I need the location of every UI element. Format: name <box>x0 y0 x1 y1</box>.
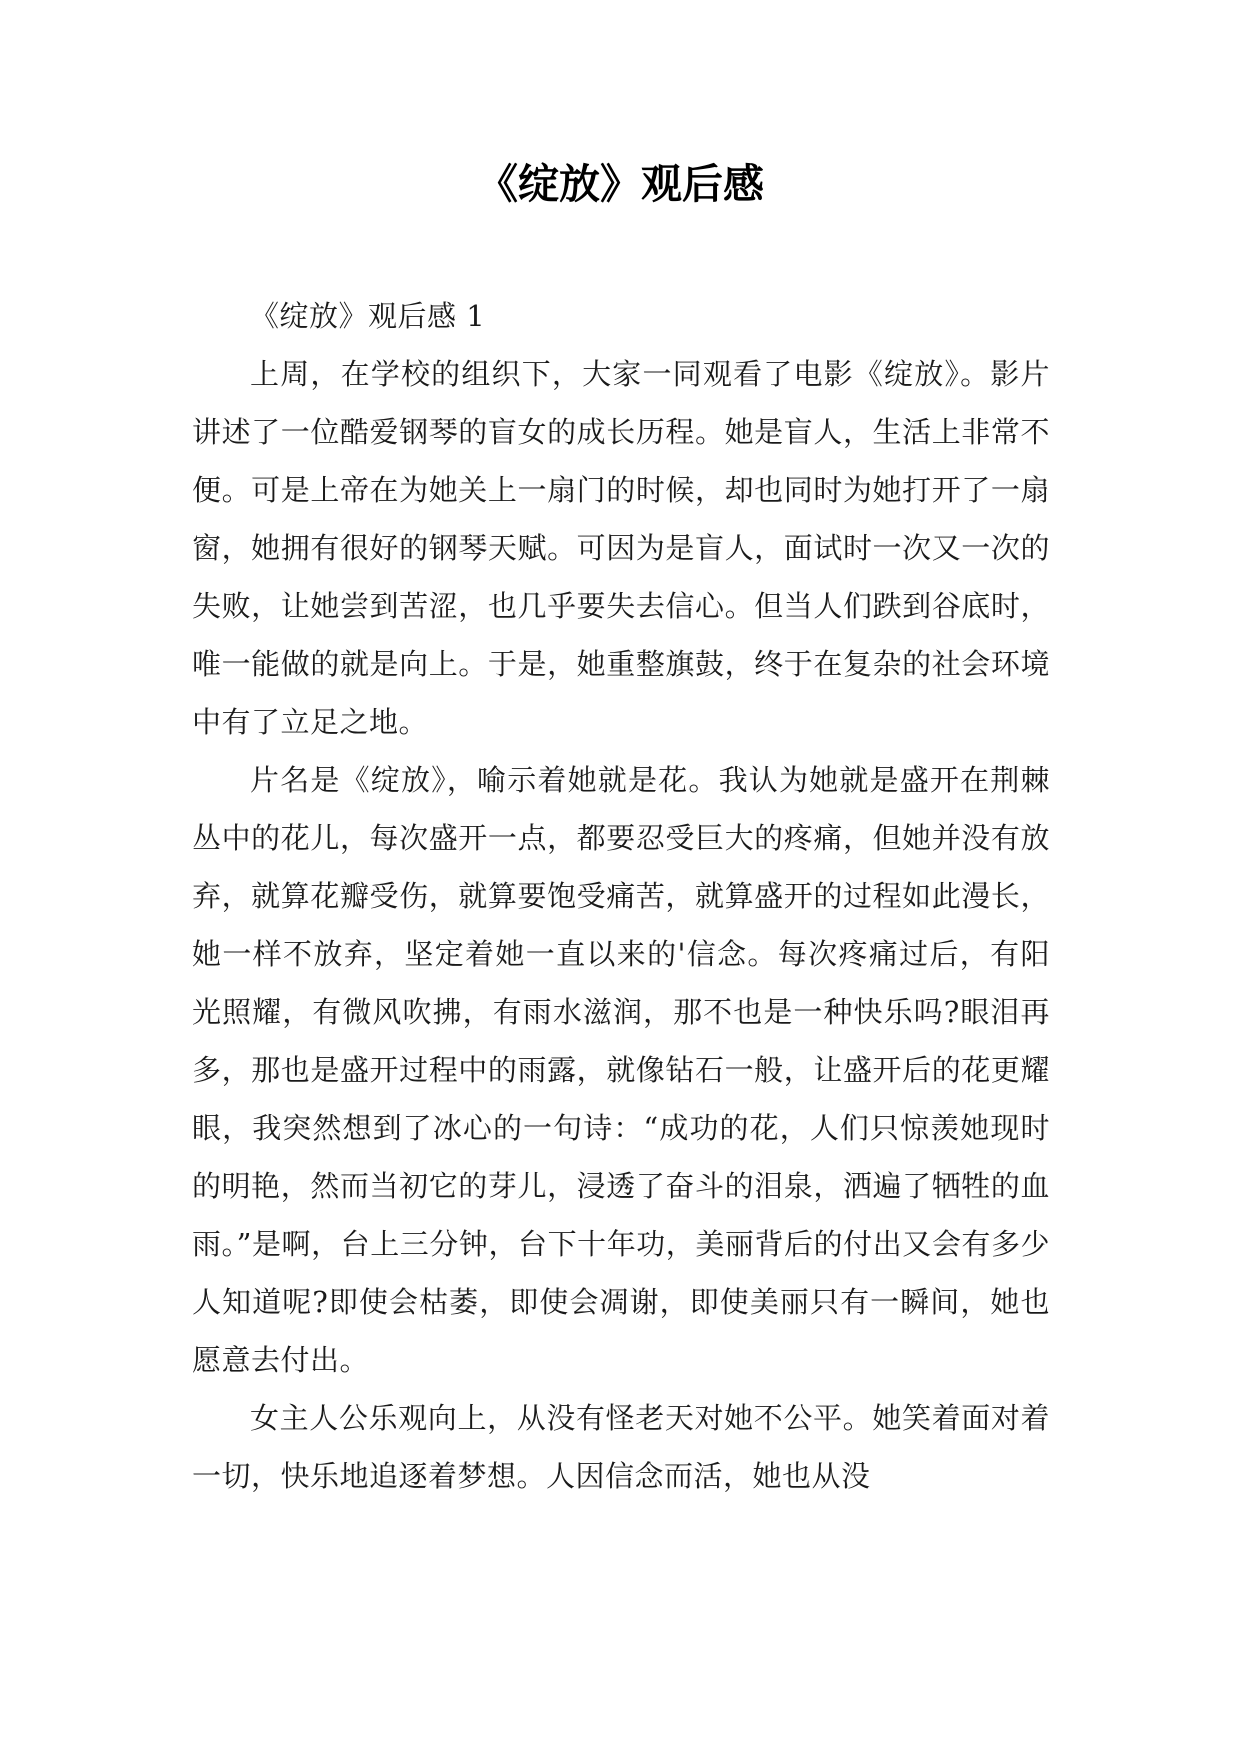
section-heading: 《绽放》观后感 1 <box>250 299 486 333</box>
document-title: 《绽放》观后感 <box>477 160 764 208</box>
paragraph: 上周，在学校的组织下，大家一同观看了电影《绽放》。影片讲述了一位酷爱钢琴的盲女的成长历程。她是盲人，生活上非常不便。可是上帝在为她关上一扇门的时候，却也同时为她打开了一扇窗，她拥有很好的钢琴天赋。可因为是盲人，面试时一次又一次的失败，让她尝到苦涩，也几乎要失去信心。但当人们跌到谷底时，唯一能做的就是向上。于是，她重整旗鼓，终于在复杂的社会环境中有了立足之地。 <box>192 357 1050 739</box>
paragraph: 片名是《绽放》，喻示着她就是花。我认为她就是盛开在荆棘丛中的花儿，每次盛开一点，都要忍受巨大的疼痛，但她并没有放弃，就算花瓣受伤，就算要饱受痛苦，就算盛开的过程如此漫长，她一样不放弃，坚定着她一直以来的'信念。每次疼痛过后，有阳光照耀，有微风吹拂，有雨水滋润，那不也是一种快乐吗?眼泪再多，那也是盛开过程中的雨露，就像钻石一般，让盛开后的花更耀眼，我突然想到了冰心的一句诗：“成功的花，人们只惊羡她现时的明艳，然而当初它的芽儿，浸透了奋斗的泪泉，洒遍了牺牲的血雨。”是啊，台上三分钟，台下十年功，美丽背后的付出又会有多少人知道呢?即使会枯萎，即使会凋谢，即使美丽只有一瞬间，她也愿意去付出。 <box>192 763 1050 1377</box>
document-body <box>192 287 1050 1505</box>
paragraph: 女主人公乐观向上，从没有怪老天对她不公平。她笑着面对着一切，快乐地追逐着梦想。人因信念而活，她也从没 <box>192 1401 1050 1493</box>
